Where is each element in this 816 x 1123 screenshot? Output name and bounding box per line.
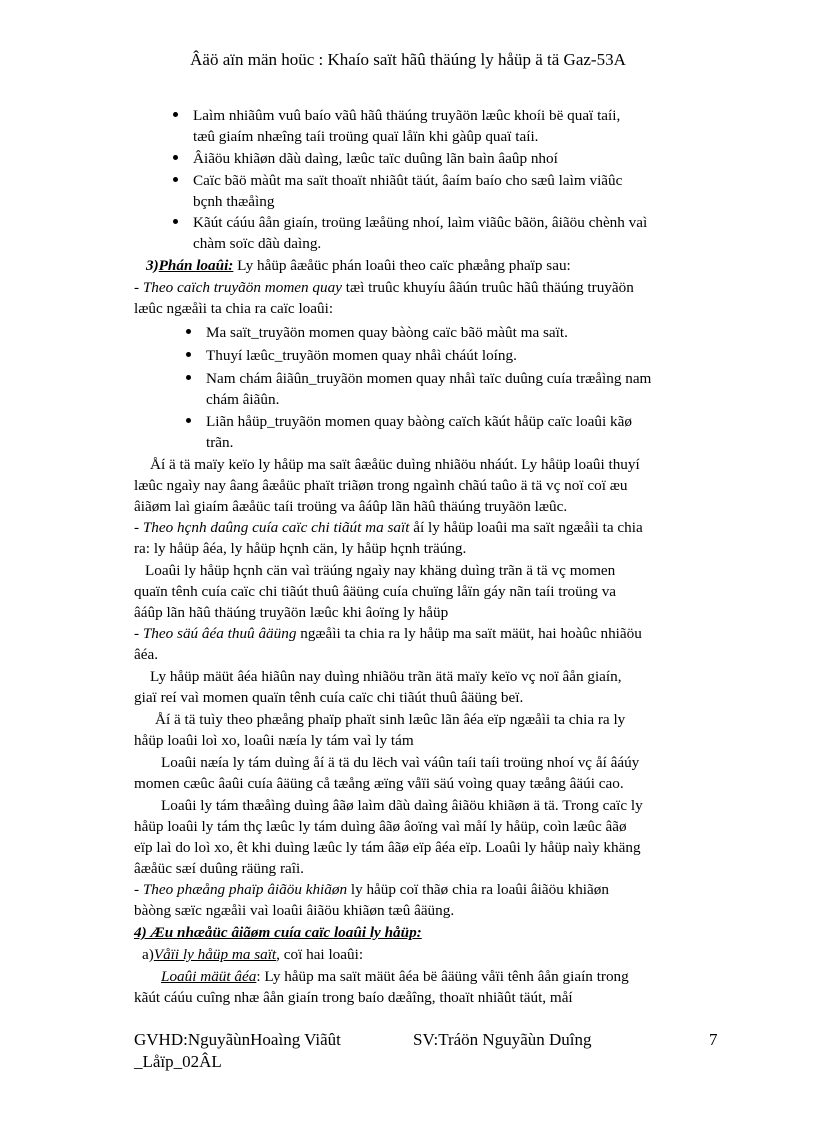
paragraph-line: Åí ä tä maïy keïo ly håüp ma saït âæåüc duìng nhiãöu nháút. Ly håüp loaûi thuyí — [150, 456, 640, 473]
section-number: 3) — [146, 257, 159, 274]
list-item-text: Nam chám âiãûn_truyãön momen quay nhåì taïc duûng cuía træåìng nam — [206, 370, 652, 387]
paragraph-line: Loaûi næía ly tám duìng åí ä tä du lëch vaì váûn taíi taíi troüng nhoí vç åí âáúy — [161, 754, 640, 771]
paragraph-line: âiãøm laì giaím âæåüc taíi troüng va âáûp lãn hãû thäúng truyãön læûc. — [134, 498, 568, 515]
bullet-dot-icon — [186, 418, 191, 423]
page-header: Âäö aïn män hoüc : Khaío saït hãû thäúng ly håüp ä tä Gaz-53A — [190, 50, 626, 69]
criterion-title: Theo hçnh daûng cuía caïc chi tiãút ma saït — [142, 519, 410, 536]
list-item-text: Thuyí læûc_truyãön momen quay nhåì cháút loíng. — [206, 347, 517, 364]
section-3-heading — [146, 256, 571, 276]
bullet-dot-icon — [186, 352, 191, 357]
subsection-a — [142, 945, 363, 965]
subsection-text: , coï hai loaûi: — [276, 946, 364, 963]
section-title: 4) Æu nhæåüc âiãøm cuía caïc loaûi ly håüp: — [134, 924, 422, 941]
criterion-title: Theo säú âéa thuû âäüng — [142, 625, 297, 642]
list-item-text: Âiãöu khiãøn dãù daìng, læûc taïc duûng lãn baìn âaûp nhoí — [193, 150, 558, 167]
dash: - — [134, 881, 143, 898]
criterion-text: ngæåìi ta chia ra ly håüp ma saït mäüt, hai hoàûc nhiãöu — [296, 625, 642, 642]
paragraph-line: bàòng sæïc ngæåìi vaì loaûi âiãöu khiãøn tæû âäüng. — [134, 902, 455, 919]
paragraph-line: håüp loaûi loì xo, loaûi næía ly tám vaì ly tám — [134, 732, 414, 749]
page-number: 7 — [709, 1030, 718, 1049]
dash: - — [134, 625, 143, 642]
subsection-title: Våïi ly håüp ma saït — [153, 946, 277, 963]
list-item-text: chám âiãûn. — [206, 391, 280, 408]
paragraph-line: Ly håüp mäüt âéa hiãûn nay duìng nhiãöu trãn ätä maïy keïo vç noï âån giaín, — [150, 668, 622, 685]
list-item-text: Liãn håüp_truyãön momen quay bàòng caïch kãút håüp caïc loaûi kãø — [206, 413, 632, 430]
paragraph-line: quaïn tênh cuía caïc chi tiãút thuû âäüng cuía chuïng låïn gáy nãn taíi troüng va — [134, 583, 617, 600]
dash: - — [134, 519, 143, 536]
criterion-text: åí ly håüp loaûi ma saït ngæåìi ta chia — [409, 519, 643, 536]
list-item-text: Laìm nhiãûm vuû baío vãû hãû thäúng truyãön læûc khoíi bë quaï taíi, — [193, 107, 621, 124]
paragraph-line: giaï reí vaì momen quaïn tênh cuía caïc chi tiãút thuû âäüng beï. — [134, 689, 524, 706]
paragraph-line: Åí ä tä tuìy theo phæång phaïp phaït sinh læûc lãn âéa eïp ngæåìi ta chia ra ly — [155, 711, 626, 728]
list-item-text: trãn. — [206, 434, 234, 451]
section-title: Phán loaûi: — [158, 257, 234, 274]
criterion-text: tæì truûc khuyíu âãún truûc hãû thäúng truyãön — [341, 279, 634, 296]
paragraph-line: læûc ngæåìi ta chia ra caïc loaûi: — [134, 300, 334, 317]
paragraph-line: håüp loaûi ly tám thç læûc ly tám duìng âãø âoïng vaì måí ly håüp, coìn læûc âãø — [134, 818, 627, 835]
list-item-text: tæû giaím nhæîng taíi troüng quaï låïn khi gàûp quaï taíi. — [193, 128, 539, 145]
paragraph-line — [134, 624, 642, 644]
list-item-text: Caïc bãö màût ma saït thoaït nhiãût täút, âaím baío cho sæû laìm viãûc — [193, 172, 623, 189]
criterion-text: ly håüp coï thãø chia ra loaûi âiãöu khiãøn — [347, 881, 609, 898]
bullet-dot-icon — [173, 112, 178, 117]
paragraph-line: momen cæûc âaûi cuía âäüng cå tæång æïng våïi säú voìng quay tæång âäúi cao. — [134, 775, 624, 792]
paragraph-line — [134, 278, 634, 298]
bullet-dot-icon — [173, 219, 178, 224]
bullet-dot-icon — [186, 375, 191, 380]
paragraph-line: Loaûi ly tám thæåìng duìng âãø laìm dãù daìng âiãöu khiãøn ä tä. Trong caïc ly — [161, 797, 643, 814]
paragraph-line: læûc ngaìy nay âang âæåüc phaït triãøn trong ngaình chãú taûo ä tä vç noï coï æu — [134, 477, 628, 494]
paragraph-line: âáûp lãn hãû thäúng truyãön læûc khi âoïng ly håüp — [134, 604, 449, 621]
footer-instructor: GVHD:NguyãùnHoaìng Viãût — [134, 1030, 341, 1049]
section-text: Ly håüp âæåüc phán loaûi theo caïc phæång phaïp sau: — [233, 257, 571, 274]
bullet-dot-icon — [186, 329, 191, 334]
paragraph-line: kãút cáúu cuîng nhæ âån giaín trong baío dæåîng, thoaït nhiãût täút, måí — [134, 989, 573, 1006]
paragraph-line: ra: ly håüp âéa, ly håüp hçnh cän, ly håüp hçnh träúng. — [134, 540, 467, 557]
paragraph-line: eïp laì do loì xo, êt khi duìng læûc ly tám âãø eïp âéa eïp. Loaûi ly håüp naìy khäng — [134, 839, 641, 856]
section-4-heading — [134, 923, 422, 943]
list-item-text: bçnh thæåìng — [193, 193, 275, 210]
paragraph-line: âæåüc sæí duûng räüng raîi. — [134, 860, 304, 877]
paragraph-line — [161, 967, 629, 987]
bullet-dot-icon — [173, 155, 178, 160]
list-item-text: Ma saït_truyãön momen quay bàòng caïc bãö màût ma saït. — [206, 324, 568, 341]
dash: - — [134, 279, 143, 296]
list-item-text: Kãút cáúu âån giaín, troüng læåüng nhoí, laìm viãûc bãön, âiãöu chènh vaì — [193, 214, 648, 231]
paragraph-line: Loaûi ly håüp hçnh cän vaì träúng ngaìy nay khäng duìng trãn ä tä vç momen — [145, 562, 616, 579]
paragraph-line — [134, 518, 643, 538]
subsection-marker: a) — [142, 946, 154, 963]
list-item-text: chàm soïc dãù daìng. — [193, 235, 322, 252]
criterion-title: Theo caïch truyãön momen quay — [142, 279, 342, 296]
footer-class: _Låïp_02ÂL — [134, 1052, 222, 1071]
type-title: Loaûi mäüt âéa — [161, 968, 257, 985]
type-text: : Ly håüp ma saït mäüt âéa bë âäüng våïi tênh âån giaín trong — [256, 968, 629, 985]
criterion-title: Theo phæång phaïp âiãöu khiãøn — [142, 881, 348, 898]
paragraph-line — [134, 880, 609, 900]
bullet-dot-icon — [173, 177, 178, 182]
footer-student: SV:Tráön Nguyãùn Duîng — [413, 1030, 592, 1049]
paragraph-line: âéa. — [134, 646, 159, 663]
